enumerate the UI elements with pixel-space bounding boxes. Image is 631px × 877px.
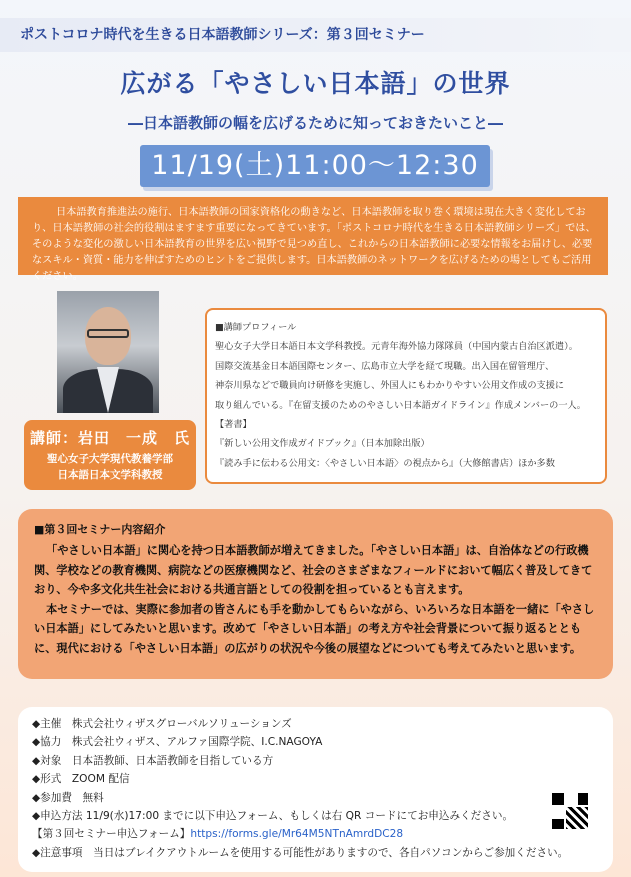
info-target: ◆対象 日本語教師、日本語教師を目指している方 xyxy=(32,754,274,767)
info-format: ◆形式 ZOOM 配信 xyxy=(32,773,130,786)
intro-text: 日本語教育推進法の施行、日本語教師の国家資格化の動きなど、日本語教師を取り巻く環境は現在大きく変化しており、日本語教師の社会的役割はますます重要になってきています。「ポストコロナ時代を生きる日本語教師シリーズ」では、そのような変化の激しい日本語教育の世界を広い視野で見つめ直し、これからの日本語教師に必要な情報をお届けし、必要なスキル・資質・能力を伸ばすためのヒントをご提供します。日本語教師のネットワークを広げるための場としてもご活用ください。 xyxy=(18,197,608,275)
series-label: ポストコロナ時代を生きる日本語教師シリーズ：第３回セミナー xyxy=(20,27,425,43)
profile-line: 『読み手に伝わる公用文：〈やさしい日本語〉の視点から』（大修館書店）ほか多数 xyxy=(215,457,555,469)
application-form-link[interactable]: https://forms.gle/Mr64M5NTnAmrdDC28 xyxy=(190,828,404,841)
page-subtitle: ―日本語教師の幅を広げるために知っておきたいこと― xyxy=(127,114,503,132)
profile-line: 【著書】 xyxy=(215,419,252,431)
profile-line: 取り組んでいる。『在留支援のためのやさしい日本語ガイドライン』作成メンバーの一人。 xyxy=(215,399,586,411)
seminar-content xyxy=(18,509,613,679)
content-paragraph-1: 「やさしい日本語」に関心を持つ日本語教師が増えてきました。「やさしい日本語」は、自治体などの行政機関、学校などの教育機関、病院などの医療機関など、社会のさまざまなフィールドにおいて幅広く普及してきており、今や多文化共生社会における共通言語としての役割を担っているとも言えます。 xyxy=(34,544,593,597)
photo-glasses xyxy=(87,329,129,338)
event-info xyxy=(18,707,613,872)
speaker-profile xyxy=(205,308,607,484)
content-paragraph-2: 本セミナーでは、実際に参加者の皆さんにも手を動かしてもらいながら、いろいろな日本語を一緒に「やさしい日本語」にしてみたいと思います。改めて「やさしい日本語」の考え方や社会背景について振り返るとともに、現代における「やさしい日本語」の広がりの状況や今後の展望などについても考えてみたいと思います。 xyxy=(34,602,595,655)
speaker-name: 講師：岩田 一成 氏 xyxy=(29,429,190,447)
info-apply: ◆申込方法 11/9(水)17:00 までに以下申込フォーム、もしくは右 QR コードにてお申込みください。 xyxy=(32,810,514,823)
content-heading: ■第３回セミナー内容紹介 xyxy=(34,523,166,536)
speaker-affiliation-2: 日本語日本文学科教授 xyxy=(57,469,163,481)
info-form-row xyxy=(32,825,599,843)
info-notes: ◆注意事項 当日はブレイクアウトルームを使用する可能性がありますので、各自パソコンからご参加ください。 xyxy=(32,846,569,859)
page-title: 広がる「やさしい日本語」の世界 xyxy=(120,69,511,98)
profile-line: 国際交流基金日本語国際センター、広島市立大学を経て現職。出入国在留管理庁、 xyxy=(215,360,555,372)
qr-code-icon[interactable] xyxy=(548,789,590,831)
info-organizer: ◆主催 株式会社ウィザスグローバルソリューションズ xyxy=(32,718,292,730)
info-cooperation: ◆協力 株式会社ウィザス、アルファ国際学院、I.C.NAGOYA xyxy=(32,736,323,749)
speaker-card xyxy=(24,420,196,490)
profile-line: ■講師プロフィール xyxy=(215,322,297,333)
event-date: 11/19(土)11:00〜12:30 xyxy=(140,145,490,187)
profile-line: 神奈川県などで職員向け研修を実施し、外国人にもわかりやすい公用文作成の支援に xyxy=(215,380,565,392)
profile-line: 『新しい公用文作成ガイドブック』（日本加除出版） xyxy=(215,438,430,450)
form-label: 【第３回セミナー申込フォーム】 xyxy=(32,828,191,841)
speaker-affiliation-1: 聖心女子大学現代教養学部 xyxy=(47,453,173,465)
speaker-photo xyxy=(57,291,159,413)
profile-line: 聖心女子大学日本語日本文学科教授。元青年海外協力隊隊員（中国内蒙古自治区派遣）。 xyxy=(215,341,578,353)
info-fee: ◆参加費 無料 xyxy=(32,791,104,804)
